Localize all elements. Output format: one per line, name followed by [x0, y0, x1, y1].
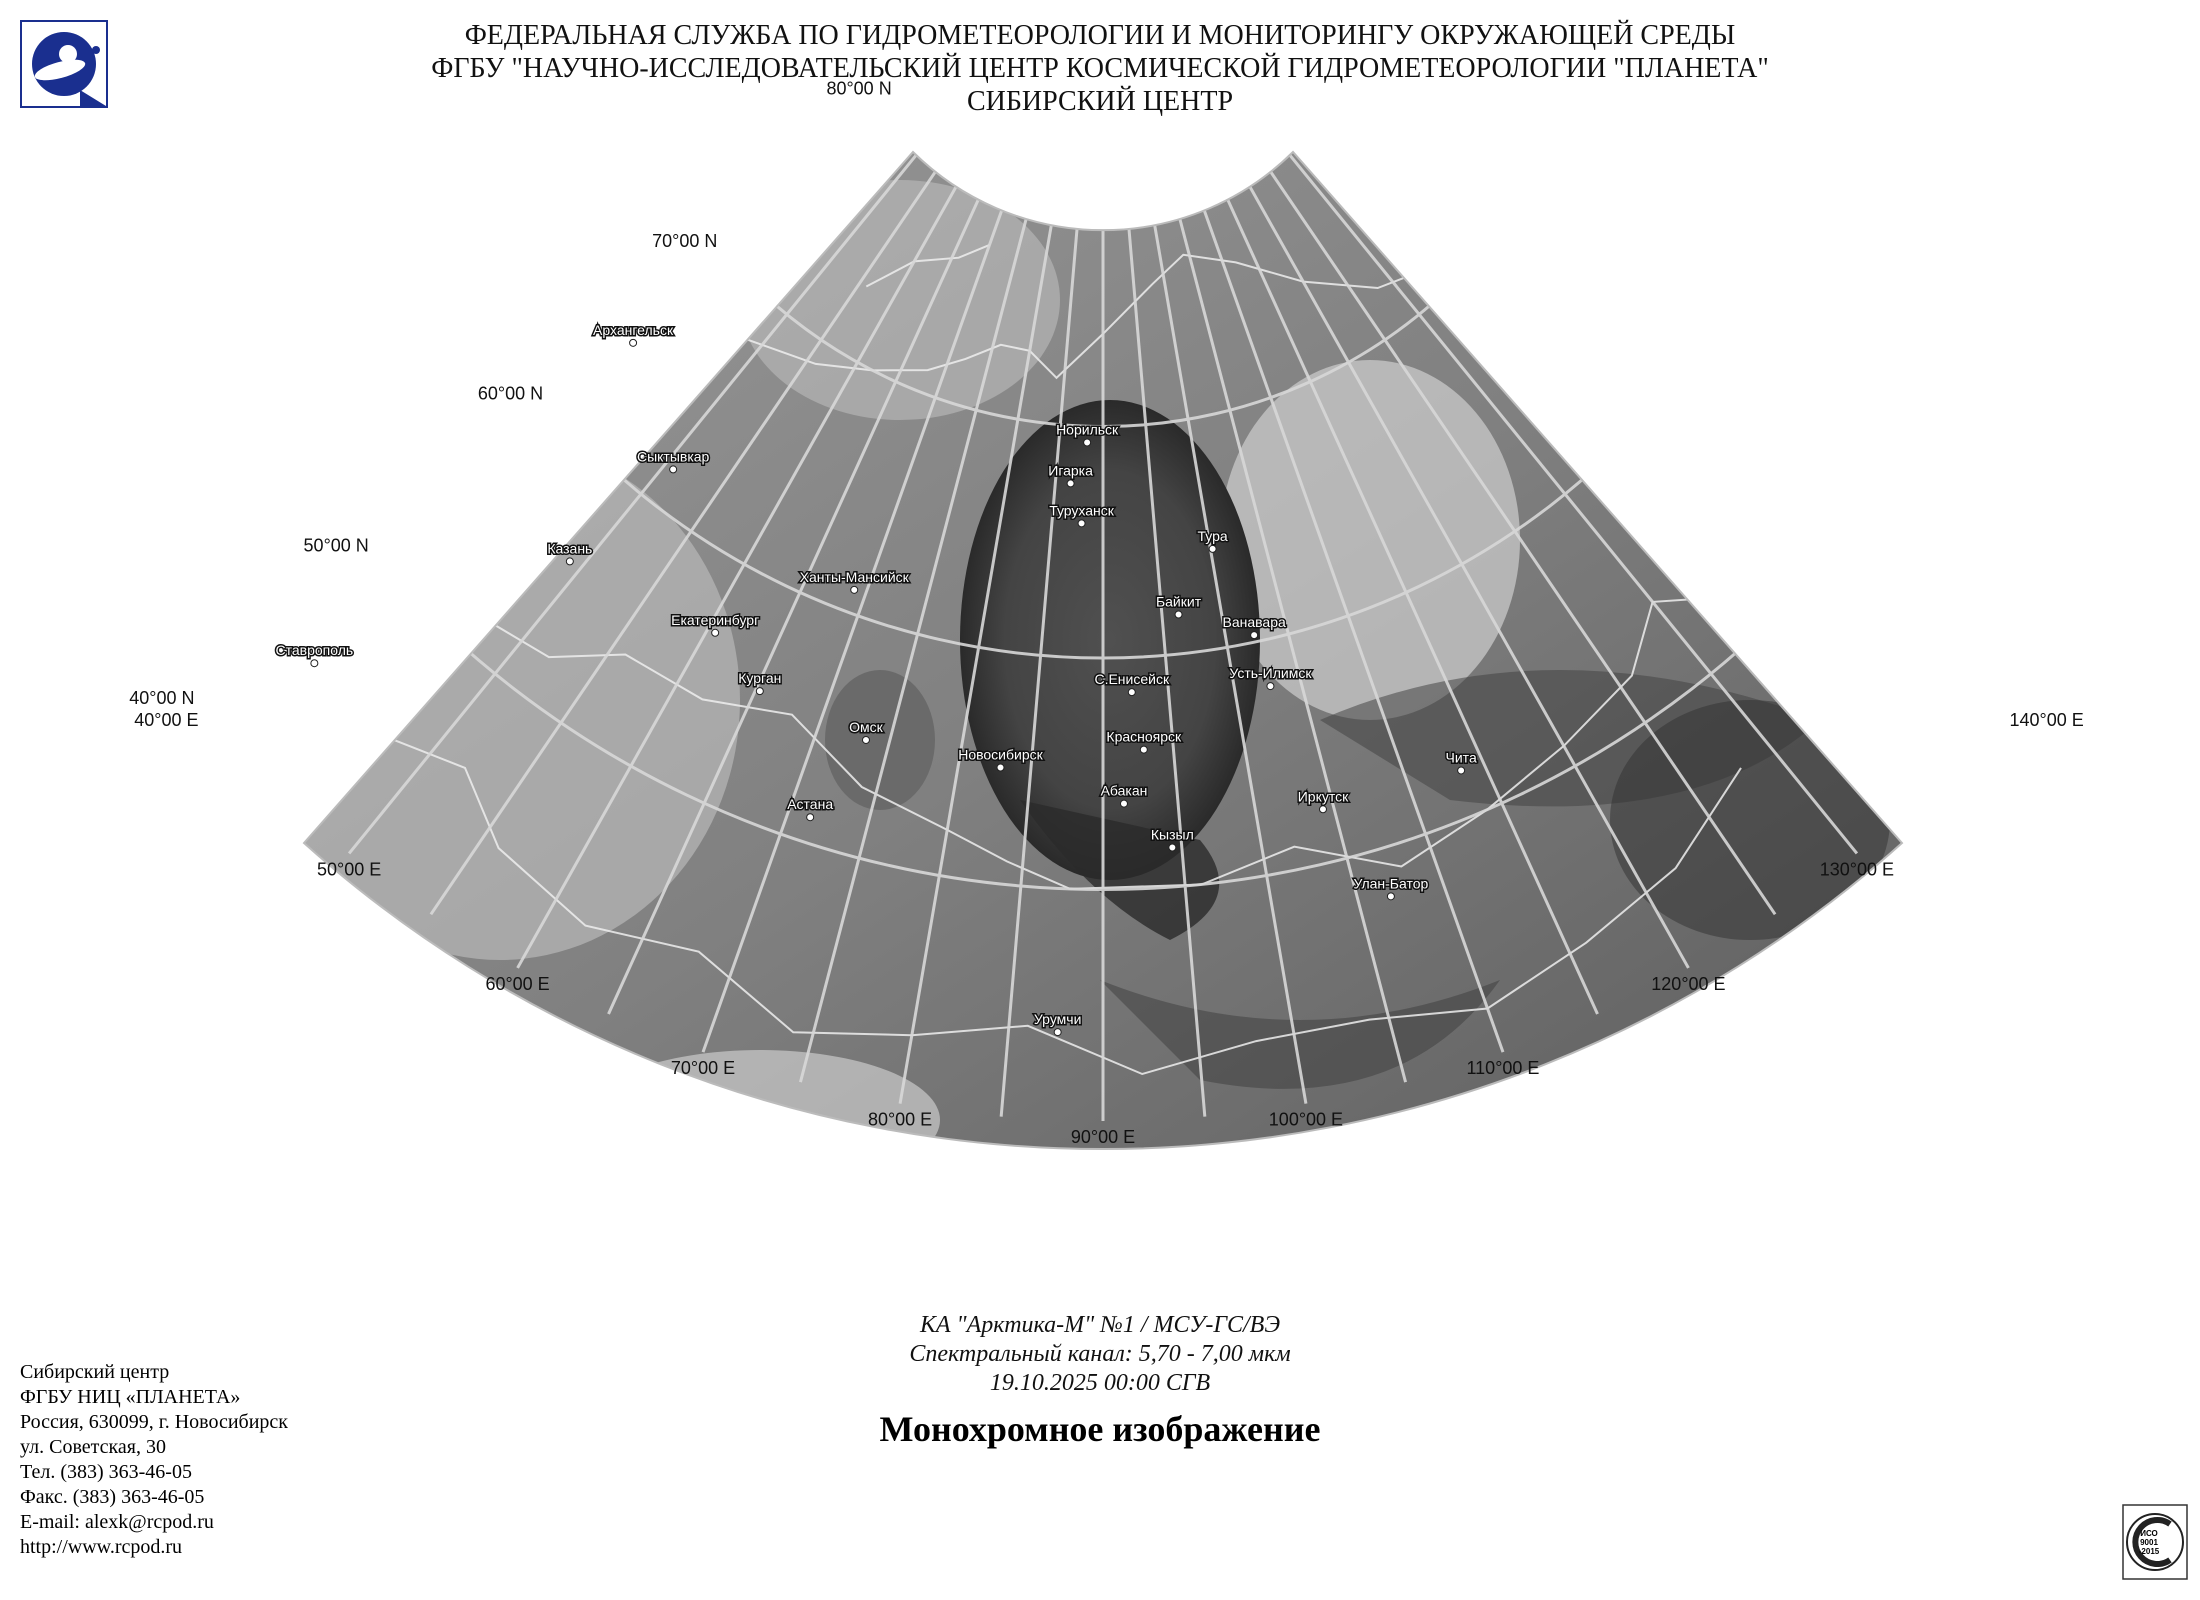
- city-marker: [1267, 683, 1274, 690]
- city-label: Кызыл: [1150, 826, 1194, 843]
- city-marker: [630, 339, 637, 346]
- longitude-label: 120°00 E: [1651, 973, 1726, 994]
- city-marker: [756, 688, 763, 695]
- longitude-label: 100°00 E: [1268, 1109, 1344, 1130]
- city-label: Иркутск: [1297, 788, 1349, 805]
- header-line-1: ФЕДЕРАЛЬНАЯ СЛУЖБА ПО ГИДРОМЕТЕОРОЛОГИИ И МОНИТОРИНГУ ОКРУЖАЮЩЕЙ СРЕДЫ: [464, 20, 1736, 51]
- longitude-label: 60°00 E: [485, 973, 550, 994]
- city-label: Омск: [849, 718, 883, 735]
- city-label: Красноярск: [1106, 728, 1182, 745]
- contact-line: Россия, 630099, г. Новосибирск: [20, 1411, 289, 1433]
- longitude-label: 50°00 E: [316, 859, 382, 880]
- longitude-label: 70°00 E: [670, 1058, 736, 1079]
- longitude-label: 130°00 E: [1819, 859, 1895, 880]
- city-marker: [1319, 806, 1326, 813]
- city-label: Норильск: [1056, 421, 1119, 438]
- city-label: Новосибирск: [958, 746, 1043, 763]
- city-label: Байкит: [1155, 593, 1202, 610]
- latitude-label: 80°00 N: [826, 78, 892, 99]
- city-marker: [862, 736, 869, 743]
- contact-line: Сибирский центр: [20, 1361, 170, 1383]
- longitude-label: 80°00 E: [867, 1109, 933, 1130]
- city-label: Урумчи: [1033, 1011, 1082, 1028]
- contact-line: Тел. (383) 363-46-05: [20, 1461, 192, 1483]
- datetime-caption: 19.10.2025 00:00 СГВ: [989, 1370, 1211, 1396]
- city-label: Улан-Батор: [1353, 875, 1429, 892]
- latitude-label: 40°00 N: [129, 688, 195, 709]
- city-marker: [1175, 611, 1182, 618]
- contacts-block: [20, 1360, 288, 1560]
- city-label: Усть-Илимск: [1229, 665, 1312, 682]
- city-label: Ханты-Мансийск: [799, 568, 909, 585]
- city-label: Сыктывкар: [636, 448, 710, 465]
- city-marker: [1209, 545, 1216, 552]
- city-marker: [1067, 480, 1074, 487]
- contact-line: http://www.rcpod.ru: [20, 1536, 183, 1558]
- iso-text-1: ИСО: [2140, 1529, 2158, 1538]
- city-label: Архангельск: [593, 321, 674, 338]
- city-label: Игарка: [1048, 462, 1093, 479]
- city-marker: [566, 558, 573, 565]
- city-marker: [1140, 746, 1147, 753]
- city-marker: [712, 629, 719, 636]
- longitude-label: 40°00 E: [134, 710, 199, 731]
- city-marker: [1458, 767, 1465, 774]
- city-label: Ставрополь: [275, 642, 354, 659]
- city-label: Екатеринбург: [671, 611, 760, 628]
- latitude-label: 60°00 N: [477, 383, 544, 404]
- image-title: Монохромное изображение: [879, 1409, 1321, 1449]
- city-label: Абакан: [1100, 782, 1148, 799]
- city-label: Астана: [787, 796, 834, 813]
- city-marker: [1251, 632, 1258, 639]
- contact-line: ул. Советская, 30: [20, 1436, 166, 1458]
- satellite-caption: КА "Арктика-М" №1 / МСУ-ГС/ВЭ: [919, 1312, 1281, 1338]
- iso-text-2: 9001: [2140, 1538, 2158, 1547]
- longitude-label: 140°00 E: [2009, 710, 2084, 731]
- latitude-label: 70°00 N: [652, 231, 718, 252]
- city-label: Тура: [1197, 527, 1228, 544]
- longitude-label: 110°00 E: [1466, 1058, 1540, 1079]
- city-marker: [1084, 439, 1091, 446]
- header-line-2: ФГБУ "НАУЧНО-ИССЛЕДОВАТЕЛЬСКИЙ ЦЕНТР КОСМИЧЕСКОЙ ГИДРОМЕТЕОРОЛОГИИ "ПЛАНЕТА": [431, 53, 1769, 84]
- city-marker: [807, 814, 814, 821]
- iso-text-3: -2015: [2138, 1547, 2160, 1556]
- iso-certification-badge: [2122, 1504, 2188, 1580]
- channel-caption: Спектральный канал: 5,70 - 7,00 мкм: [909, 1341, 1291, 1367]
- contact-line: Факс. (383) 363-46-05: [20, 1486, 205, 1508]
- contact-line: ФГБУ НИЦ «ПЛАНЕТА»: [20, 1386, 241, 1408]
- city-label: Туруханск: [1049, 502, 1114, 519]
- city-marker: [311, 660, 318, 667]
- city-label: Чита: [1445, 749, 1477, 766]
- city-label: С.Енисейск: [1094, 671, 1170, 688]
- city-marker: [1169, 844, 1176, 851]
- city-marker: [1054, 1029, 1061, 1036]
- city-label: Казань: [547, 540, 593, 557]
- city-marker: [1120, 800, 1127, 807]
- city-marker: [997, 764, 1004, 771]
- city-marker: [851, 586, 858, 593]
- city-marker: [670, 466, 677, 473]
- city-label: Ванавара: [1222, 614, 1286, 631]
- latitude-label: 50°00 N: [303, 535, 369, 556]
- longitude-label: 90°00 E: [1070, 1127, 1136, 1147]
- city-marker: [1387, 893, 1394, 900]
- city-label: Курган: [738, 670, 782, 687]
- city-marker: [1078, 520, 1085, 527]
- header-line-3: СИБИРСКИЙ ЦЕНТР: [966, 86, 1234, 117]
- contact-line: E-mail: alexk@rcpod.ru: [20, 1511, 214, 1533]
- city-marker: [1128, 689, 1135, 696]
